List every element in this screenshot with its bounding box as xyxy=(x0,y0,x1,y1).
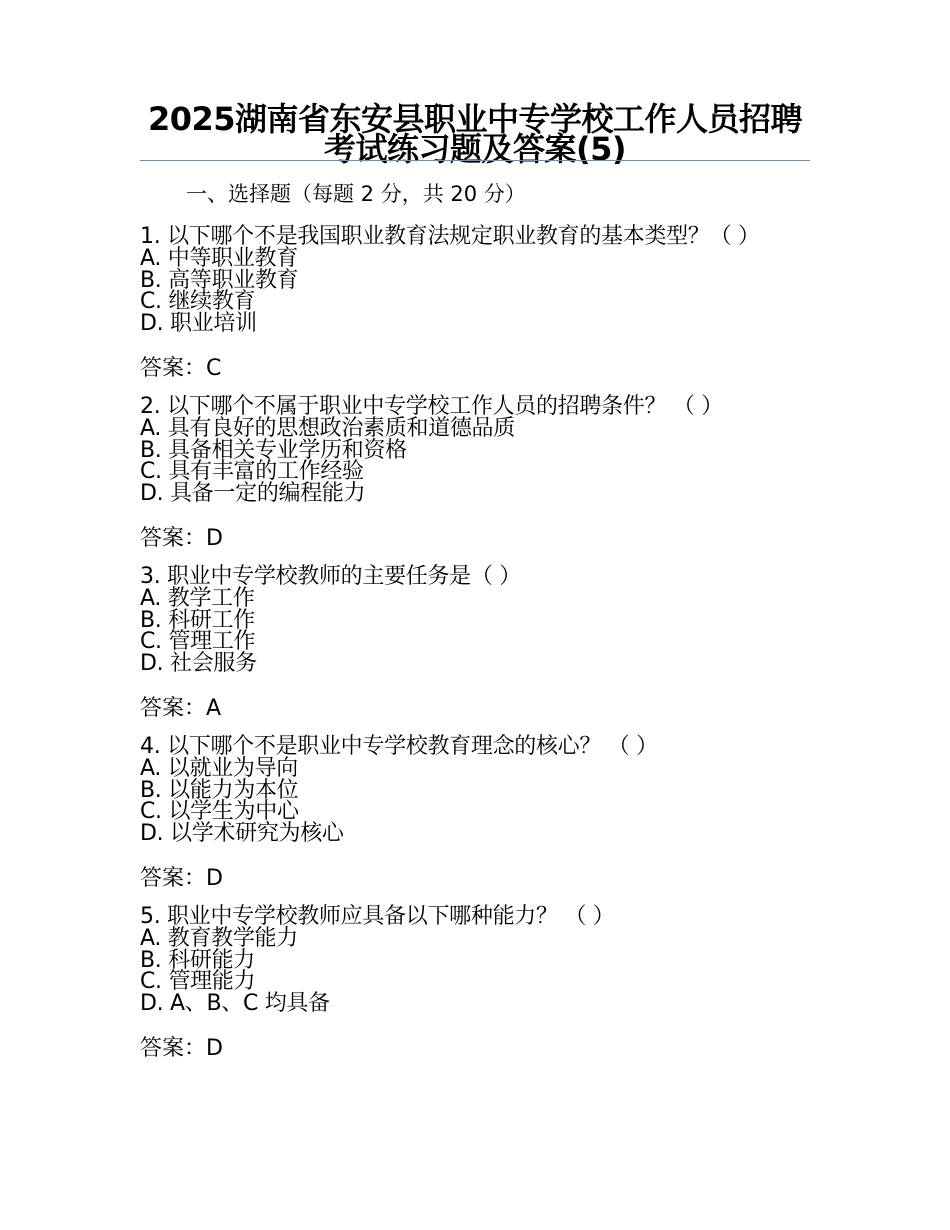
option-d: D. 社会服务 xyxy=(140,650,257,676)
option-b: B. 科研工作 xyxy=(140,607,255,633)
question-text: 2. 以下哪个不属于职业中专学校工作人员的招聘条件？ （ ） xyxy=(140,394,723,419)
answer-text: 答案：C xyxy=(140,356,222,381)
title-underline xyxy=(140,160,810,161)
question-text: 5. 职业中专学校教师应具备以下哪种能力？ （ ） xyxy=(140,904,615,929)
option-c: C. 继续教育 xyxy=(140,289,256,314)
question-5 xyxy=(140,906,820,1064)
option-b: B. 具备相关专业学历和资格 xyxy=(140,437,407,463)
option-d: D. 具备一定的编程能力 xyxy=(140,480,366,506)
answer-text: 答案：D xyxy=(140,1036,223,1061)
question-list xyxy=(140,226,820,1076)
option-a: A. 中等职业教育 xyxy=(140,246,298,271)
option-c: C. 管理工作 xyxy=(140,629,256,654)
option-d: D. 职业培训 xyxy=(140,310,257,336)
document-title: 2025湖南省东安县职业中专学校工作人员招聘考试练习题及答案(5) xyxy=(147,100,803,168)
option-b: B. 科研能力 xyxy=(140,947,255,973)
question-4 xyxy=(140,736,820,894)
question-3 xyxy=(140,566,820,724)
question-text: 1. 以下哪个不是我国职业教育法规定职业教育的基本类型？（ ） xyxy=(140,224,760,249)
question-2 xyxy=(140,396,820,554)
option-b: B. 高等职业教育 xyxy=(140,267,299,293)
option-a: A. 具有良好的思想政治素质和道德品质 xyxy=(140,416,515,441)
section-heading: 一、选择题（每题 2 分，共 20 分） xyxy=(186,182,526,206)
option-c: C. 以学生为中心 xyxy=(140,799,299,824)
option-c: C. 具有丰富的工作经验 xyxy=(140,459,364,484)
option-c: C. 管理能力 xyxy=(140,969,256,994)
option-a: A. 教学工作 xyxy=(140,586,255,611)
answer-text: 答案：A xyxy=(140,696,222,721)
option-a: A. 以就业为导向 xyxy=(140,756,298,781)
option-a: A. 教育教学能力 xyxy=(140,926,298,951)
answer-text: 答案：D xyxy=(140,526,223,551)
answer-text: 答案：D xyxy=(140,866,223,891)
option-b: B. 以能力为本位 xyxy=(140,777,299,803)
option-d: D. 以学术研究为核心 xyxy=(140,820,344,846)
question-text: 3. 职业中专学校教师的主要任务是（ ） xyxy=(140,564,521,589)
option-d: D. A、B、C 均具备 xyxy=(140,990,330,1016)
question-1 xyxy=(140,226,820,384)
question-text: 4. 以下哪个不是职业中专学校教育理念的核心？ （ ） xyxy=(140,734,658,759)
